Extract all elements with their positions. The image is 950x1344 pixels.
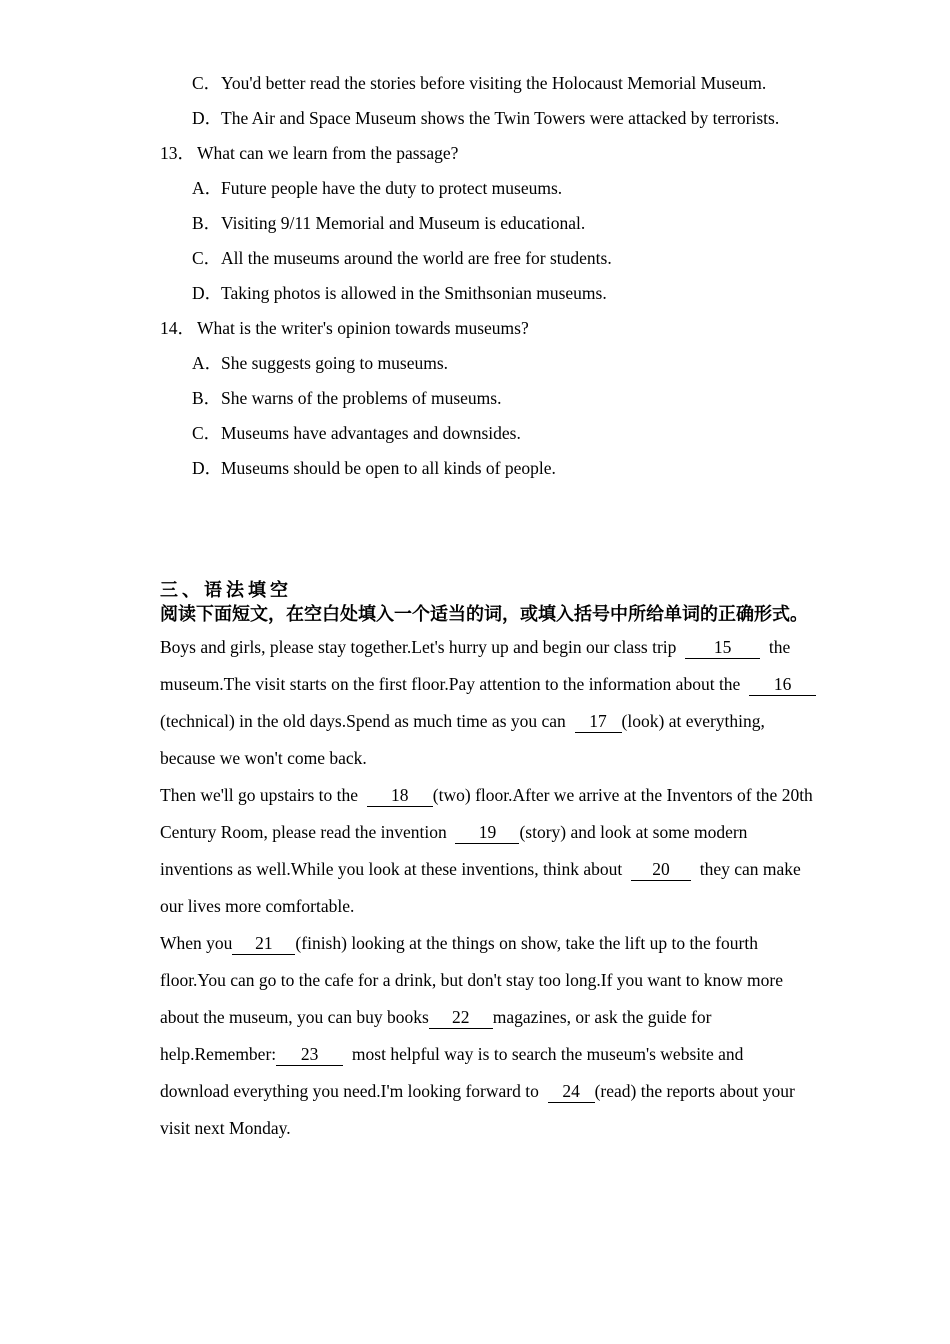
passage-text: download everything you need.I'm looking forward to [160, 1081, 548, 1101]
passage-text: about the museum, you can buy books [160, 1007, 429, 1027]
passage-line [160, 962, 820, 999]
option-text: You'd better read the stories before visiting the Holocaust Memorial Museum. [221, 73, 767, 93]
option-label: C． [192, 73, 222, 93]
passage-line [160, 740, 820, 777]
passage-line [160, 703, 820, 740]
passage-line [160, 1110, 820, 1147]
option-row [160, 66, 820, 101]
passage-text: magazines, or ask the guide for [492, 1007, 712, 1027]
option-row [160, 346, 820, 381]
blank-18: 18 [367, 785, 433, 807]
page-content [160, 0, 820, 1147]
option-label: D． [192, 283, 223, 303]
passage-line [160, 1073, 820, 1110]
passage-text: Century Room, please read the invention [160, 822, 456, 842]
blank-16: 16 [749, 674, 816, 696]
question-stem-row [160, 311, 820, 346]
option-label: C． [192, 248, 222, 268]
passage-text: (two) floor.After we arrive at the Inventors of the 20th [432, 785, 813, 805]
passage-text: inventions as well.While you look at these inventions, think about [160, 859, 631, 879]
passage-text: because we won't come back. [160, 748, 367, 768]
passage-text: they can make [690, 859, 801, 879]
question-stem: What is the writer's opinion towards museums? [197, 318, 529, 338]
option-label: C． [192, 423, 222, 443]
passage-line [160, 888, 820, 925]
option-label: B． [192, 213, 222, 233]
passage-line [160, 925, 820, 962]
option-row [160, 381, 820, 416]
passage-text: (technical) in the old days.Spend as much time as you can [160, 711, 575, 731]
grammar-section-header [160, 578, 820, 626]
passage-text: floor.You can go to the cafe for a drink, but don't stay too long.If you want to know more [160, 970, 784, 990]
question-number: 13． [160, 143, 195, 163]
passage-text: visit next Monday. [160, 1118, 291, 1138]
passage-text: most helpful way is to search the museum's website and [343, 1044, 744, 1064]
option-text: Visiting 9/11 Memorial and Museum is educational. [221, 213, 586, 233]
option-row [160, 416, 820, 451]
passage-text: museum.The visit starts on the first floor.Pay attention to the information about the [160, 674, 750, 694]
option-row [160, 241, 820, 276]
option-text: She warns of the problems of museums. [221, 388, 502, 408]
option-label: A． [192, 178, 223, 198]
option-text: All the museums around the world are free for students. [221, 248, 612, 268]
question-stem-row [160, 136, 820, 171]
passage-line [160, 666, 820, 703]
passage-text: help.Remember: [160, 1044, 277, 1064]
question-number: 14． [160, 318, 195, 338]
passage-line [160, 777, 820, 814]
passage-text: (story) and look at some modern [519, 822, 748, 842]
blank-22: 22 [429, 1007, 493, 1029]
blank-21: 21 [232, 933, 295, 955]
passage [160, 629, 820, 1147]
passage-text: Boys and girls, please stay together.Let's hurry up and begin our class trip [160, 637, 686, 657]
option-label: A． [192, 353, 223, 373]
multiple-choice-section [160, 0, 820, 486]
option-label: D． [192, 458, 223, 478]
passage-text: our lives more comfortable. [160, 896, 355, 916]
option-text: Museums should be open to all kinds of people. [221, 458, 556, 478]
blank-23: 23 [276, 1044, 343, 1066]
option-label: D． [192, 108, 223, 128]
passage-line [160, 814, 820, 851]
passage-line [160, 1036, 820, 1073]
passage-line [160, 629, 820, 666]
option-row [160, 451, 820, 486]
option-row [160, 101, 820, 136]
passage-text: (read) the reports about your [594, 1081, 795, 1101]
blank-24: 24 [548, 1081, 595, 1103]
blank-20: 20 [631, 859, 691, 881]
passage-text: When you [160, 933, 233, 953]
blank-15: 15 [685, 637, 760, 659]
section-instruction: 阅读下面短文，在空白处填入一个适当的词，或填入括号中所给单词的正确形式。 [160, 604, 808, 624]
section-title: 三、语法填空 [160, 580, 292, 600]
passage-text: (finish) looking at the things on show, take the lift up to the fourth [295, 933, 758, 953]
passage-text: Then we'll go upstairs to the [160, 785, 367, 805]
question-stem: What can we learn from the passage? [197, 143, 459, 163]
passage-text: (look) at everything, [621, 711, 765, 731]
option-text: Taking photos is allowed in the Smithsonian museums. [221, 283, 607, 303]
option-text: Museums have advantages and downsides. [221, 423, 521, 443]
blank-17: 17 [575, 711, 622, 733]
passage-line [160, 999, 820, 1036]
option-row [160, 171, 820, 206]
passage-line [160, 851, 820, 888]
option-row [160, 276, 820, 311]
blank-19: 19 [455, 822, 519, 844]
option-text: She suggests going to museums. [221, 353, 449, 373]
option-text: Future people have the duty to protect museums. [221, 178, 563, 198]
passage-text: the [760, 637, 791, 657]
option-label: B． [192, 388, 222, 408]
option-row [160, 206, 820, 241]
option-text: The Air and Space Museum shows the Twin Towers were attacked by terrorists. [221, 108, 780, 128]
